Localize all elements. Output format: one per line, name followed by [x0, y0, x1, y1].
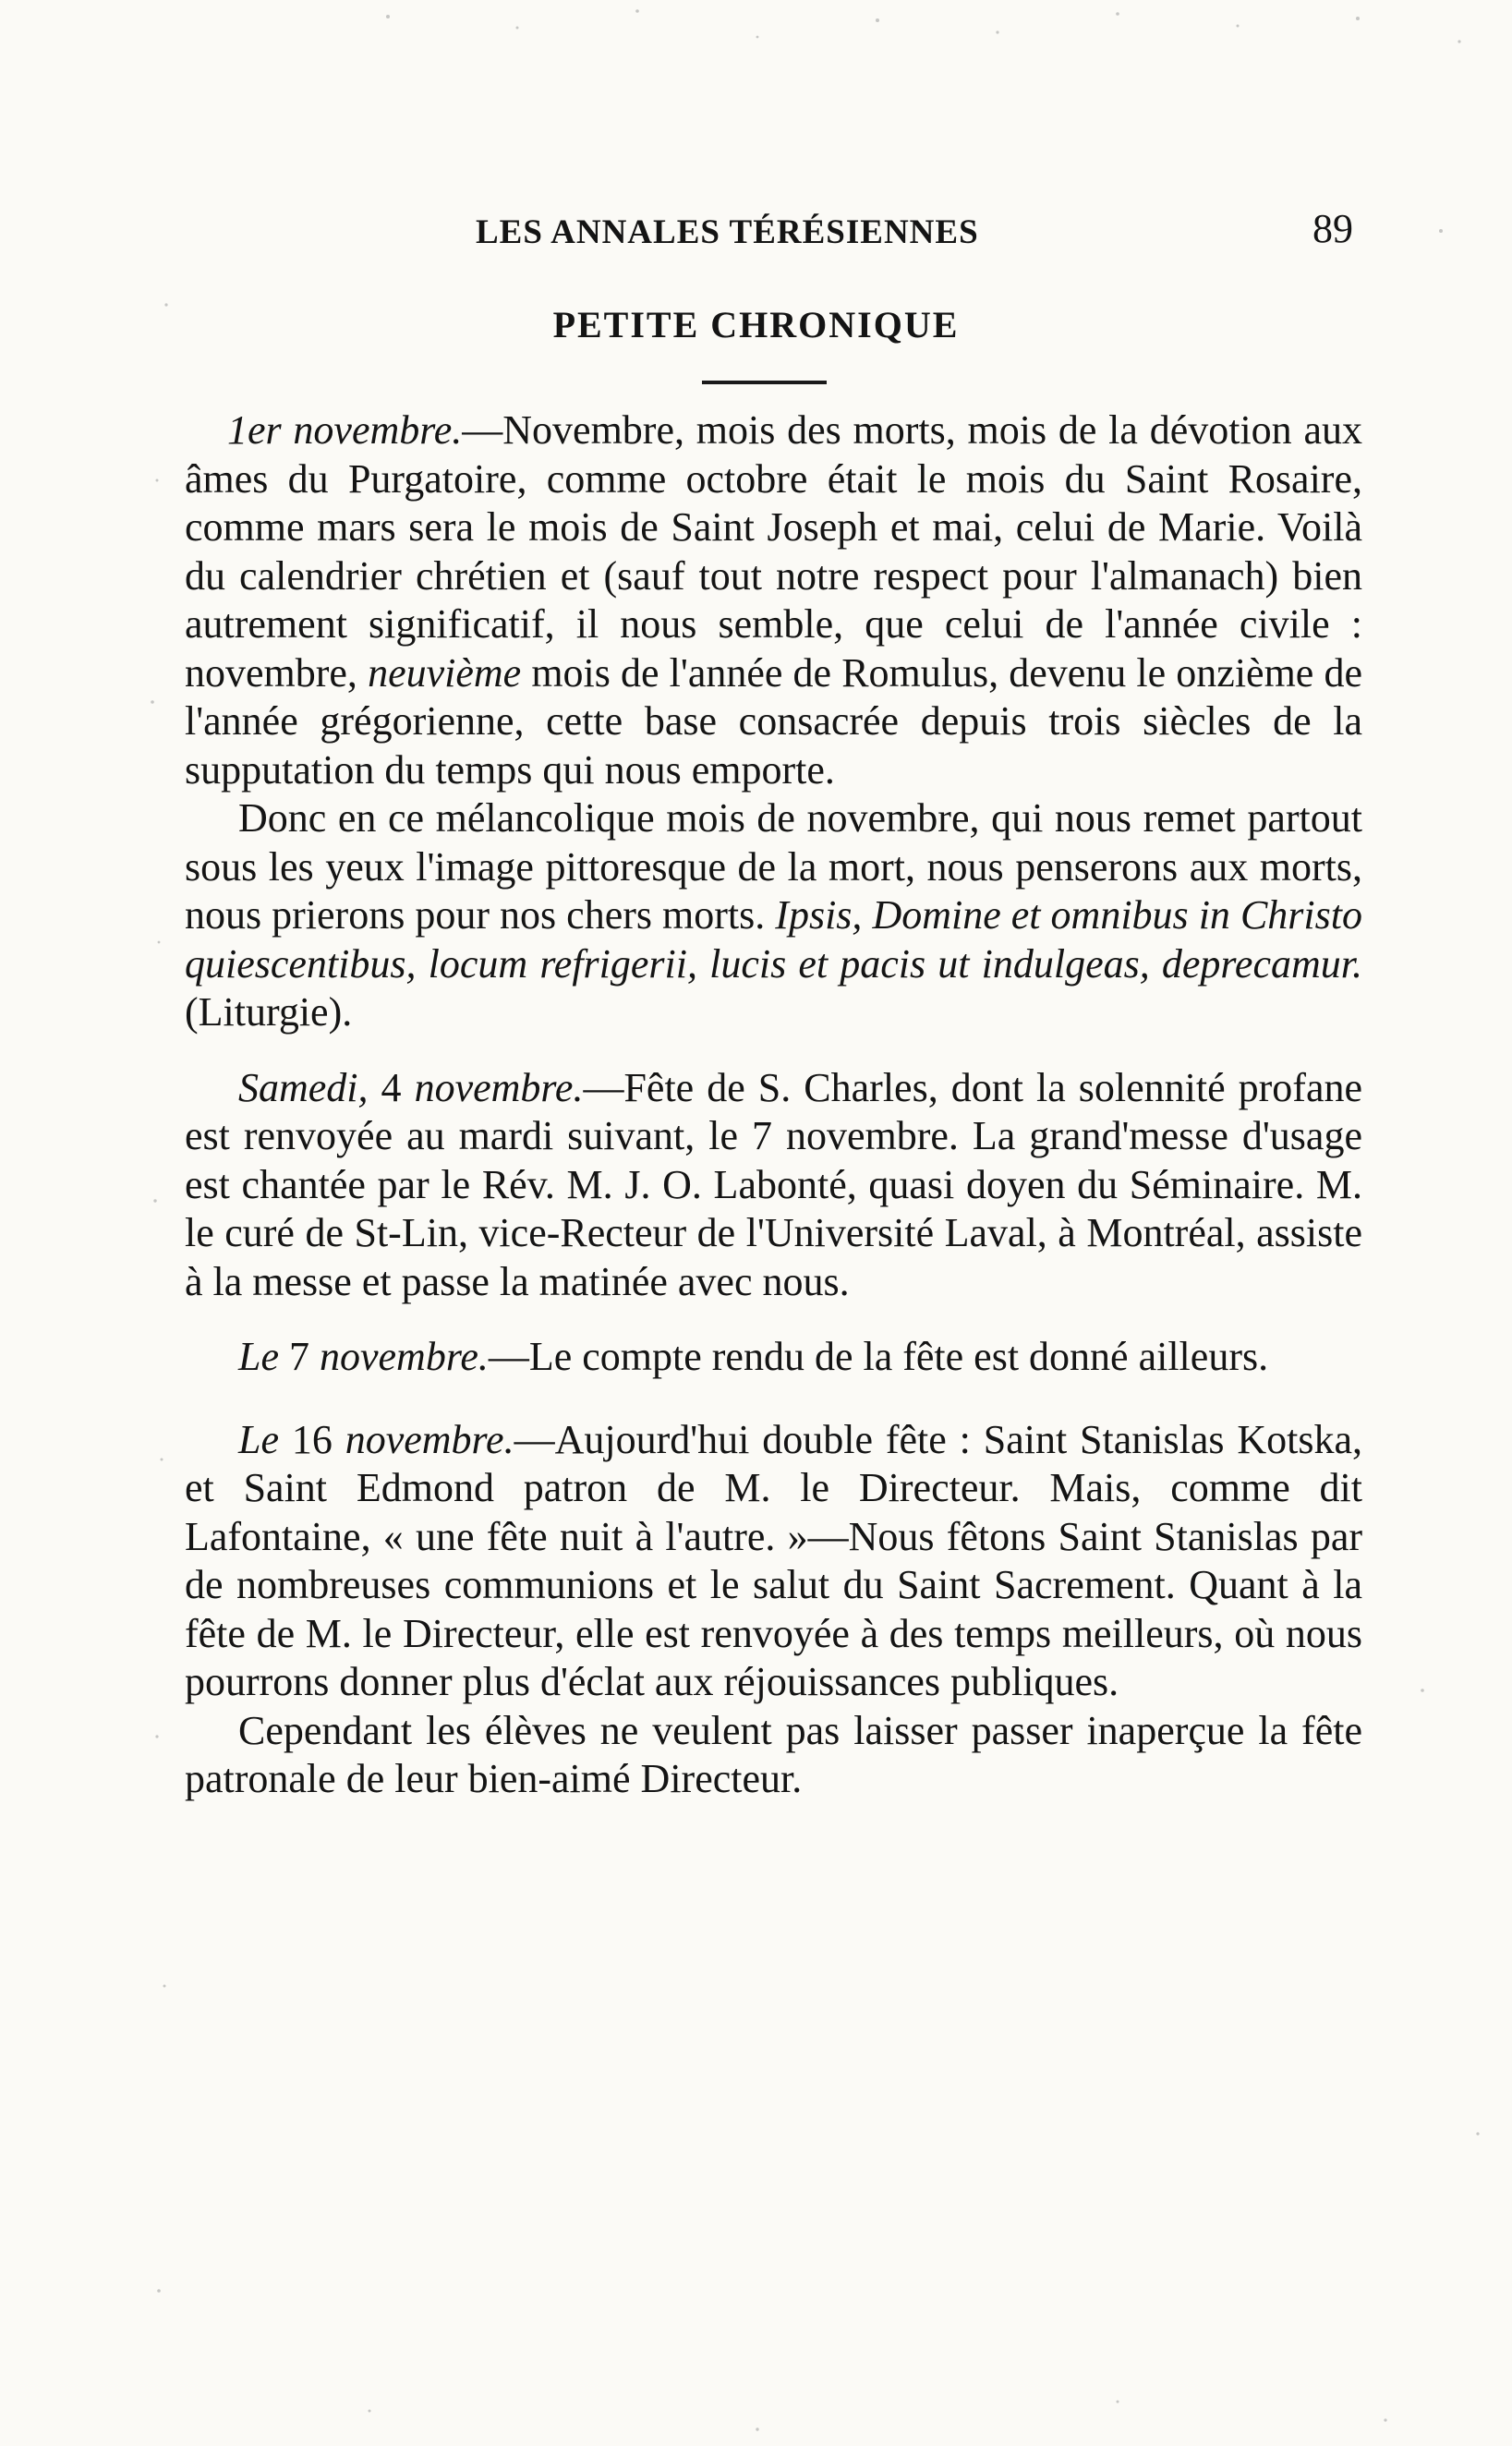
entry-date-month: novembre.	[414, 1064, 584, 1110]
entry-date-month: novembre.	[320, 1334, 489, 1379]
entry-final-paragraph	[185, 1707, 1362, 1804]
entry-emphasis: neuvième	[368, 649, 522, 696]
paragraph-gap	[185, 1306, 1362, 1333]
title-rule	[702, 381, 827, 384]
entry-16-november	[185, 1416, 1362, 1707]
entry-date-number: 4	[368, 1064, 415, 1110]
paragraph-gap	[185, 1382, 1362, 1416]
entry-text: —Le compte rendu de la fête est donné ailleurs.	[488, 1334, 1269, 1379]
page-number: 89	[1312, 206, 1353, 251]
entry-date-month: novembre.	[345, 1416, 514, 1462]
page-header	[185, 205, 1367, 260]
entry-date-number: 7	[279, 1334, 320, 1379]
entry-text: Donc en ce mélancolique mois de novembre, qui nous remet partout sous les yeux l'image pittoresque de la mort, nous penserons aux morts, nous prierons pour nos chers morts.	[185, 795, 1362, 938]
entry-text: —Fête de S. Charles, dont la solennité profane est renvoyée au mardi suivant, le 7 novembre. La grand'messe d'usage est chantée par le Rév. M. J. O. Labonté, quasi doyen du Séminaire. M. le curé de St-Lin, vice-Recteur de l'Université Laval, à Montréal, assiste à la messe et passe la matinée avec nous.	[185, 1064, 1363, 1304]
entry-prayer-paragraph	[185, 794, 1362, 1037]
paragraph-gap	[185, 1037, 1362, 1064]
running-title: LES ANNALES TÉRÉSIENNES	[476, 213, 979, 251]
entry-text-tail: mois de l'année de Romulus, devenu le onzième de l'année grégorienne, cette base consacrée depuis trois siècles de la supputation du temps qui nous emporte.	[185, 649, 1362, 793]
entry-4-november	[185, 1064, 1362, 1307]
entry-text-tail: (Liturgie).	[185, 989, 353, 1035]
entry-text: —Novembre, mois des morts, mois de la dévotion aux âmes du Purgatoire, comme octobre était le mois du Saint Rosaire, comme mars sera le mois de Saint Joseph et mai, celui de Marie. Voilà du calendrier chrétien et (sauf tout notre respect pour l'almanach) bien autrement significatif, il nous semble, que celui de l'année civile : novembre,	[185, 407, 1362, 696]
chronicle-body	[185, 406, 1362, 1804]
latin-prayer: Ipsis, Domine et omnibus in Christo quiescentibus, locum refrigerii, lucis et pacis ut indulgeas, deprecamur.	[185, 892, 1362, 987]
entry-7-november	[185, 1333, 1362, 1382]
entry-date-day: Le	[238, 1416, 279, 1462]
entry-1-november	[185, 406, 1362, 794]
entry-date: 1er novembre.	[227, 407, 463, 453]
entry-date-number: 16	[279, 1416, 345, 1462]
entry-date-day: Samedi,	[238, 1064, 369, 1110]
section-title: PETITE CHRONIQUE	[552, 304, 960, 345]
entry-text: Cependant les élèves ne veulent pas laisser passer inaperçue la fête patronale de leur bien-aimé Directeur.	[185, 1707, 1362, 1801]
entry-date-day: Le	[238, 1334, 279, 1379]
entry-text: —Aujourd'hui double fête : Saint Stanislas Kotska, et Saint Edmond patron de M. le Directeur. Mais, comme dit Lafontaine, « une fête nuit à l'autre. »—Nous fêtons Saint Stanislas par de nombreuses communions et le salut du Saint Sacrement. Quant à la fête de M. le Directeur, elle est renvoyée à des temps meilleurs, où nous pourrons donner plus d'éclat aux réjouissances publiques.	[185, 1416, 1362, 1704]
